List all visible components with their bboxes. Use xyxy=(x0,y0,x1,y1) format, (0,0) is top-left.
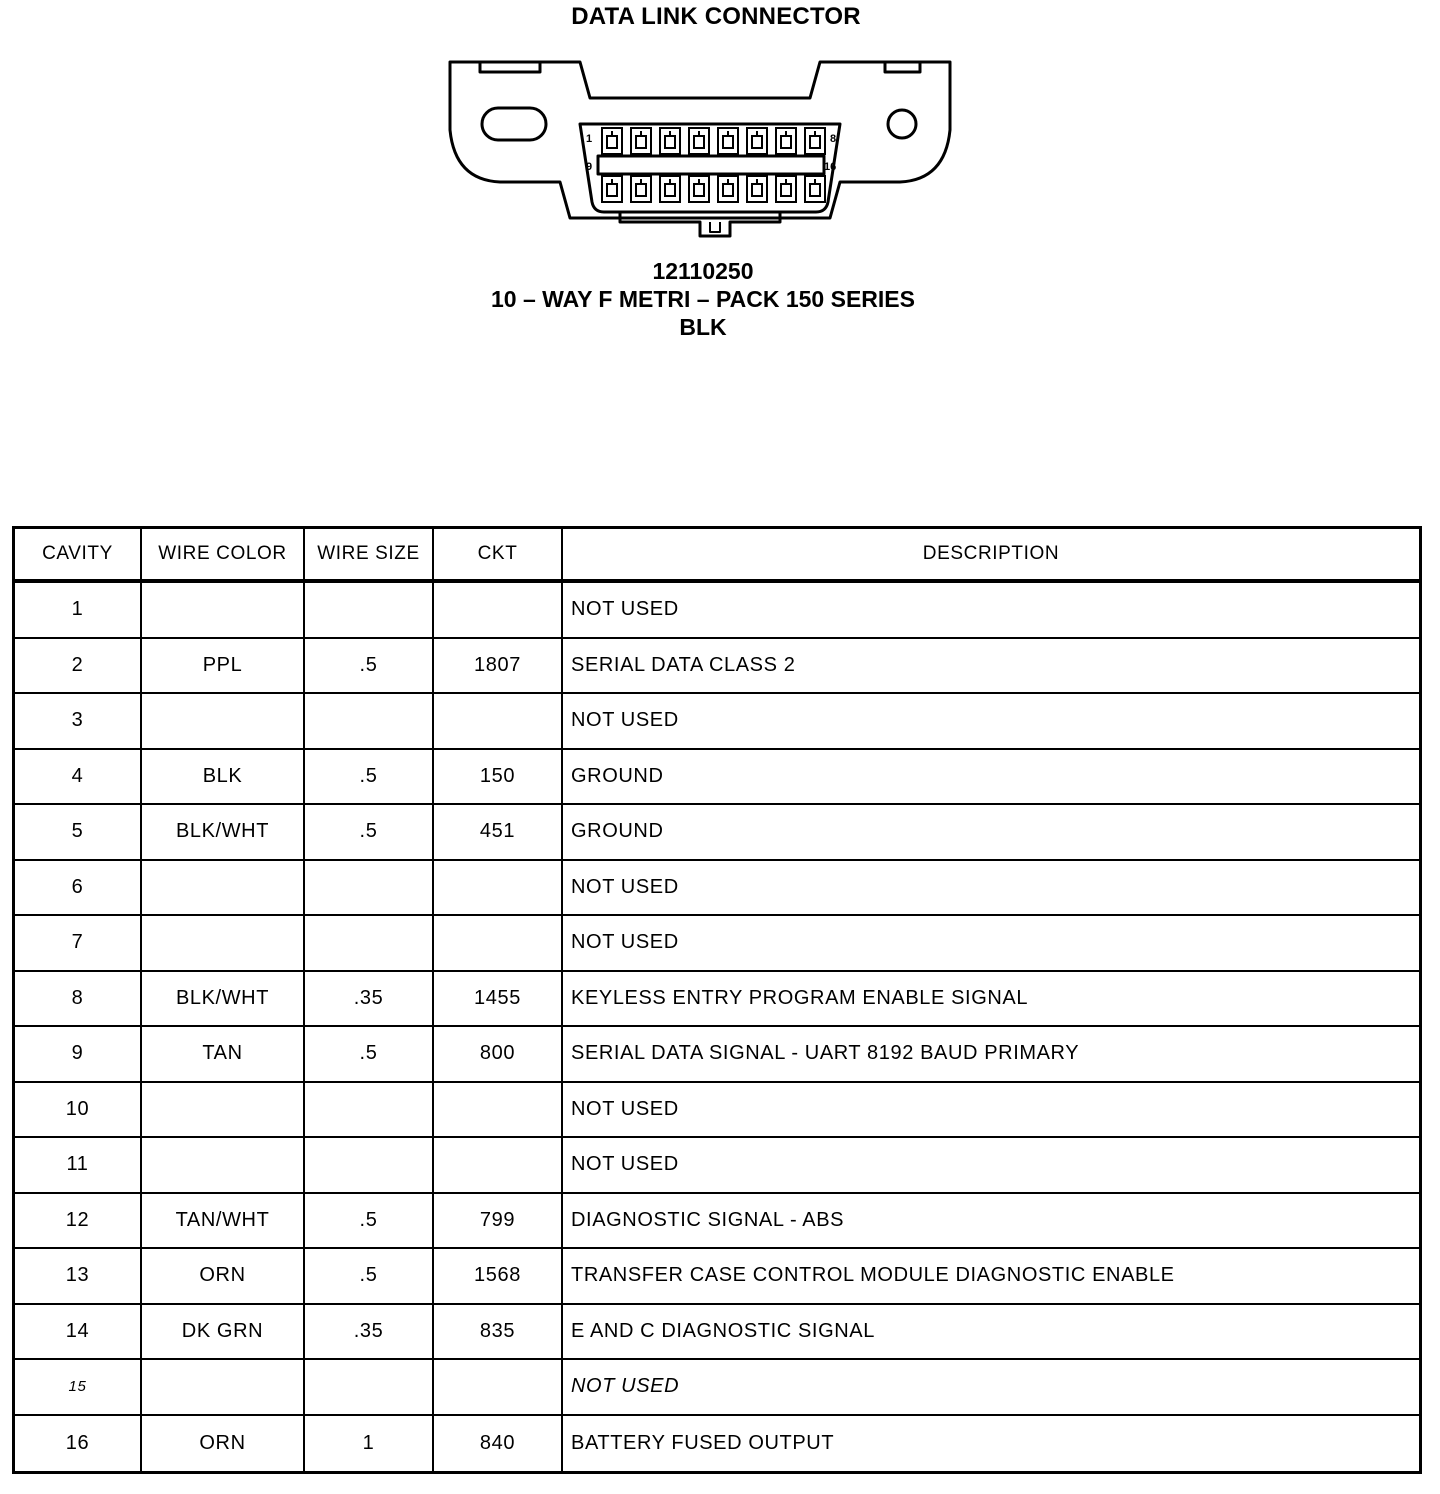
cell-description: SERIAL DATA SIGNAL - UART 8192 BAUD PRIMARY xyxy=(571,1042,1080,1065)
cell-cavity: 9 xyxy=(15,1027,142,1081)
table-row xyxy=(15,1083,1419,1139)
header-wire-size: WIRE SIZE xyxy=(305,529,434,579)
cell-wire-color xyxy=(142,1138,305,1192)
cell-wire-size xyxy=(305,916,434,970)
table-row xyxy=(15,639,1419,695)
pinout-table xyxy=(12,526,1422,1474)
cell-ckt xyxy=(434,1083,563,1137)
cell-wire-size: 1 xyxy=(305,1416,434,1472)
header-cavity: CAVITY xyxy=(15,529,142,579)
table-row xyxy=(15,750,1419,806)
cell-description: KEYLESS ENTRY PROGRAM ENABLE SIGNAL xyxy=(571,986,1029,1009)
cell-wire-color xyxy=(142,1360,305,1414)
bottom-pin-row xyxy=(602,176,825,202)
cell-description: TRANSFER CASE CONTROL MODULE DIAGNOSTIC ENABLE xyxy=(571,1264,1175,1287)
pin-label-9: 9 xyxy=(586,161,593,173)
header-wire-color: WIRE COLOR xyxy=(142,529,305,579)
cell-wire-size: .5 xyxy=(305,1194,434,1248)
cell-ckt xyxy=(434,583,563,637)
cell-ckt: 1568 xyxy=(434,1249,563,1303)
cell-description: NOT USED xyxy=(571,598,679,621)
cell-description: BATTERY FUSED OUTPUT xyxy=(571,1431,835,1454)
cell-cavity: 2 xyxy=(15,639,142,693)
cell-ckt xyxy=(434,694,563,748)
cell-wire-size xyxy=(305,694,434,748)
cell-cavity: 6 xyxy=(15,861,142,915)
table-row xyxy=(15,1360,1419,1416)
table-row xyxy=(15,694,1419,750)
table-row xyxy=(15,861,1419,917)
cell-wire-size xyxy=(305,1360,434,1414)
data-link-connector-drawing xyxy=(440,50,960,250)
cell-wire-color xyxy=(142,694,305,748)
cell-description: NOT USED xyxy=(571,709,679,732)
cell-ckt xyxy=(434,1360,563,1414)
table-header-row xyxy=(15,529,1419,583)
cell-wire-color: TAN/WHT xyxy=(142,1194,305,1248)
cell-wire-color xyxy=(142,1083,305,1137)
cell-wire-size: .5 xyxy=(305,1249,434,1303)
cell-ckt: 1455 xyxy=(434,972,563,1026)
cell-wire-color: BLK xyxy=(142,750,305,804)
cell-ckt: 150 xyxy=(434,750,563,804)
cell-ckt: 840 xyxy=(434,1416,563,1472)
cell-cavity: 10 xyxy=(15,1083,142,1137)
cell-ckt xyxy=(434,916,563,970)
connector-color: BLK xyxy=(679,314,727,340)
cell-ckt: 800 xyxy=(434,1027,563,1081)
cell-wire-size: .35 xyxy=(305,1305,434,1359)
top-pin-row xyxy=(602,128,825,154)
table-row xyxy=(15,1416,1419,1472)
connector-bottom-key xyxy=(620,212,780,236)
cell-cavity: 4 xyxy=(15,750,142,804)
cell-description: NOT USED xyxy=(571,875,679,898)
cell-description: SERIAL DATA CLASS 2 xyxy=(571,653,796,676)
cell-wire-color: TAN xyxy=(142,1027,305,1081)
cell-description: NOT USED xyxy=(571,1097,679,1120)
table-row xyxy=(15,805,1419,861)
cell-wire-size xyxy=(305,583,434,637)
cell-cavity: 12 xyxy=(15,1194,142,1248)
table-row xyxy=(15,916,1419,972)
table-row xyxy=(15,1305,1419,1361)
connector-type: 10 – WAY F METRI – PACK 150 SERIES xyxy=(491,286,915,312)
table-row xyxy=(15,1194,1419,1250)
cell-wire-color: PPL xyxy=(142,639,305,693)
table-row xyxy=(15,1249,1419,1305)
cell-description: GROUND xyxy=(571,764,664,787)
pin-label-8: 8 xyxy=(830,133,837,145)
table-row xyxy=(15,1138,1419,1194)
right-mounting-hole xyxy=(888,110,916,138)
cell-cavity: 11 xyxy=(15,1138,142,1192)
cell-ckt: 451 xyxy=(434,805,563,859)
cell-wire-color xyxy=(142,583,305,637)
cell-wire-size: .5 xyxy=(305,750,434,804)
cell-wire-size: .35 xyxy=(305,972,434,1026)
cell-cavity: 8 xyxy=(15,972,142,1026)
table-row xyxy=(15,972,1419,1028)
cell-cavity: 14 xyxy=(15,1305,142,1359)
cell-wire-size: .5 xyxy=(305,805,434,859)
cell-wire-size xyxy=(305,1083,434,1137)
cell-cavity: 13 xyxy=(15,1249,142,1303)
cell-wire-size xyxy=(305,1138,434,1192)
cell-wire-color: BLK/WHT xyxy=(142,972,305,1026)
part-number: 12110250 xyxy=(652,258,754,284)
cell-description: GROUND xyxy=(571,820,664,843)
cell-cavity: 5 xyxy=(15,805,142,859)
left-mounting-oval xyxy=(482,108,546,140)
cell-ckt: 835 xyxy=(434,1305,563,1359)
cell-description: NOT USED xyxy=(571,1153,679,1176)
cell-wire-size: .5 xyxy=(305,1027,434,1081)
cell-wire-color xyxy=(142,861,305,915)
cell-wire-size xyxy=(305,861,434,915)
cell-wire-color: DK GRN xyxy=(142,1305,305,1359)
cell-wire-color xyxy=(142,916,305,970)
cell-ckt: 1807 xyxy=(434,639,563,693)
cell-cavity: 3 xyxy=(15,694,142,748)
pin-label-1: 1 xyxy=(586,133,593,145)
pin-label-16: 16 xyxy=(824,161,837,173)
cell-wire-size: .5 xyxy=(305,639,434,693)
cell-description: E AND C DIAGNOSTIC SIGNAL xyxy=(571,1319,875,1342)
cell-wire-color: ORN xyxy=(142,1416,305,1472)
cell-description: DIAGNOSTIC SIGNAL - ABS xyxy=(571,1208,845,1231)
cell-wire-color: ORN xyxy=(142,1249,305,1303)
cell-cavity: 15 xyxy=(15,1360,142,1414)
cell-ckt: 799 xyxy=(434,1194,563,1248)
cell-cavity: 16 xyxy=(15,1416,142,1472)
connector-center-bar xyxy=(598,156,824,174)
cell-description: NOT USED xyxy=(571,931,679,954)
cell-cavity: 1 xyxy=(15,583,142,637)
cell-cavity: 7 xyxy=(15,916,142,970)
cell-description: NOT USED xyxy=(571,1375,680,1398)
diagram-title: DATA LINK CONNECTOR xyxy=(571,3,861,30)
cell-ckt xyxy=(434,1138,563,1192)
cell-wire-color: BLK/WHT xyxy=(142,805,305,859)
header-description: DESCRIPTION xyxy=(922,543,1060,564)
table-row xyxy=(15,1027,1419,1083)
cell-ckt xyxy=(434,861,563,915)
table-row xyxy=(15,583,1419,639)
header-ckt: CKT xyxy=(434,529,563,579)
